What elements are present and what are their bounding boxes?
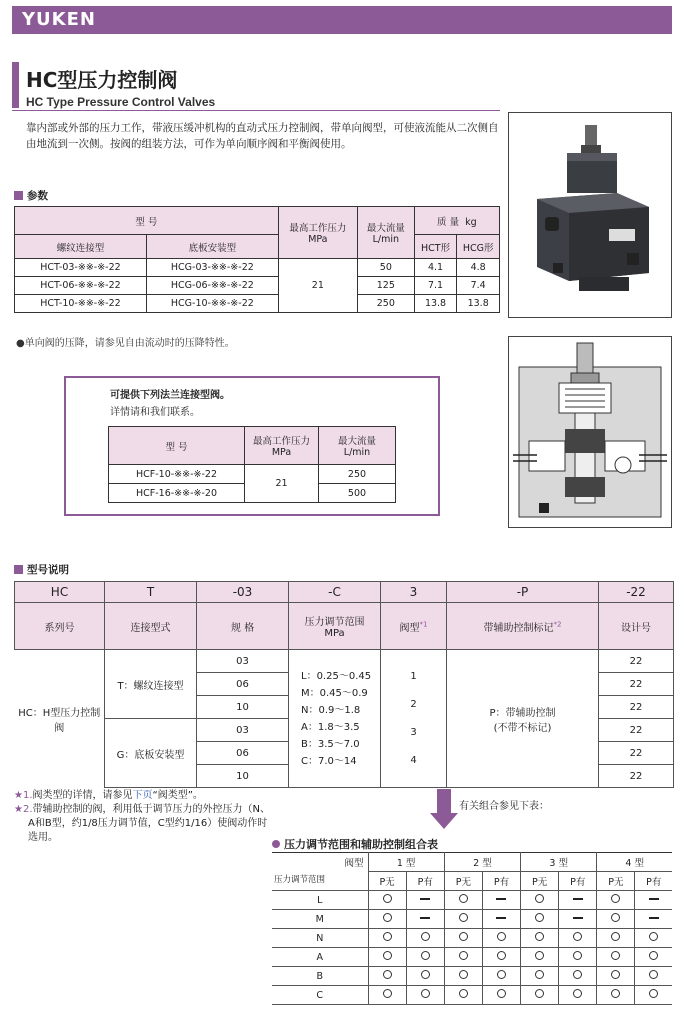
combo-cell-available xyxy=(444,948,482,967)
available-circle-icon xyxy=(459,894,468,903)
available-circle-icon xyxy=(573,989,582,998)
cell-hcg: HCG-06-※※-※-22 xyxy=(146,277,278,295)
table-row xyxy=(15,277,500,295)
combo-cell-available xyxy=(368,891,406,910)
available-circle-icon xyxy=(421,970,430,979)
available-circle-icon xyxy=(649,970,658,979)
next-page-link[interactable]: 下页 xyxy=(132,790,153,801)
available-circle-icon xyxy=(383,913,392,922)
combo-cell-available xyxy=(444,910,482,929)
down-arrow-head-icon xyxy=(430,813,458,829)
footnote-1: ★1.阀类型的详情，请参见下页“阀类型”。 xyxy=(14,790,203,801)
unavailable-dash-icon xyxy=(649,898,659,900)
combo-cell-unavailable xyxy=(406,910,444,929)
available-circle-icon xyxy=(383,932,392,941)
cell-hct: HCT-06-※※-※-22 xyxy=(15,277,147,295)
available-circle-icon xyxy=(535,951,544,960)
available-circle-icon xyxy=(421,932,430,941)
combo-cell-available xyxy=(559,929,597,948)
valve-type-list: 1 2 3 4 xyxy=(381,650,447,788)
available-circle-icon xyxy=(497,951,506,960)
combo-range: A xyxy=(272,948,368,967)
label-size: 规 格 xyxy=(197,603,289,650)
design-cell: 22 xyxy=(599,742,674,765)
label-design: 设计号 xyxy=(599,603,674,650)
size-cell: 03 xyxy=(197,650,289,673)
combo-sub: P无 xyxy=(444,872,482,891)
conn-g-desc: G：底板安装型 xyxy=(105,719,197,788)
params-section-title xyxy=(14,188,48,203)
unavailable-dash-icon xyxy=(420,898,430,900)
design-cell: 22 xyxy=(599,719,674,742)
cell-flow: 50 xyxy=(357,259,414,277)
th-flange-model: 型 号 xyxy=(109,427,245,465)
combo-cell-available xyxy=(444,967,482,986)
combo-cell-available xyxy=(482,967,520,986)
combo-cell-available xyxy=(444,891,482,910)
available-circle-icon xyxy=(611,951,620,960)
combo-cell-available xyxy=(406,967,444,986)
brand-logo: YUKEN xyxy=(22,9,96,30)
available-circle-icon xyxy=(459,932,468,941)
combo-cell-available xyxy=(406,986,444,1005)
combo-cell-available xyxy=(521,891,559,910)
combo-title: 压力调节范围和辅助控制组合表 xyxy=(272,836,438,852)
combo-cell-available xyxy=(597,929,635,948)
combo-cell-available xyxy=(635,986,672,1005)
combo-cell-available xyxy=(597,948,635,967)
label-connection: 连接型式 xyxy=(105,603,197,650)
combo-cell-available xyxy=(635,967,672,986)
combo-cell-available xyxy=(444,929,482,948)
cell-hct: HCT-10-※※-※-22 xyxy=(15,295,147,313)
label-series: 系列号 xyxy=(15,603,105,650)
combo-cell-unavailable xyxy=(406,891,444,910)
valve-photo xyxy=(508,112,672,318)
available-circle-icon xyxy=(383,951,392,960)
cell-pressure: 21 xyxy=(278,259,357,313)
unavailable-dash-icon xyxy=(420,917,430,919)
table-row xyxy=(15,295,500,313)
code-size: -03 xyxy=(197,582,289,603)
title-divider xyxy=(12,110,500,111)
flange-table xyxy=(108,426,396,503)
available-circle-icon xyxy=(459,970,468,979)
design-cell: 22 xyxy=(599,765,674,788)
th-threaded: 螺纹连接型 xyxy=(15,235,147,259)
combo-range: N xyxy=(272,929,368,948)
available-circle-icon xyxy=(573,951,582,960)
th-model: 型 号 xyxy=(15,207,279,235)
cell-flow: 250 xyxy=(357,295,414,313)
combo-cell-available xyxy=(521,929,559,948)
unavailable-dash-icon xyxy=(649,917,659,919)
combo-cell-unavailable xyxy=(635,910,672,929)
combo-range: M xyxy=(272,910,368,929)
combo-cell-available xyxy=(368,948,406,967)
combo-cell-available xyxy=(559,967,597,986)
cell-mass-hct: 7.1 xyxy=(414,277,457,295)
combo-row xyxy=(272,948,672,967)
combo-cell-available xyxy=(482,929,520,948)
combo-cell-available xyxy=(521,948,559,967)
th-subplate: 底板安装型 xyxy=(146,235,278,259)
cell-flange-pressure: 21 xyxy=(245,465,319,503)
down-arrow-icon xyxy=(437,789,451,815)
cell-mass-hcg: 7.4 xyxy=(457,277,500,295)
unavailable-dash-icon xyxy=(496,898,506,900)
unavailable-dash-icon xyxy=(573,917,583,919)
cell-mass-hct: 13.8 xyxy=(414,295,457,313)
cell-hcg: HCG-10-※※-※-22 xyxy=(146,295,278,313)
combo-cell-available xyxy=(368,967,406,986)
unavailable-dash-icon xyxy=(496,917,506,919)
combo-cell-available xyxy=(559,948,597,967)
cell-mass-hcg: 4.8 xyxy=(457,259,500,277)
cell-flow: 125 xyxy=(357,277,414,295)
available-circle-icon xyxy=(383,970,392,979)
design-cell: 22 xyxy=(599,673,674,696)
cell-flange-flow: 250 xyxy=(319,465,396,484)
model-code-table xyxy=(14,581,674,788)
design-cell: 22 xyxy=(599,696,674,719)
available-circle-icon xyxy=(421,989,430,998)
th-flange-flow: 最大流量 L/min xyxy=(319,427,396,465)
table-row xyxy=(15,259,500,277)
combo-sub: P无 xyxy=(368,872,406,891)
th-hct: HCT形 xyxy=(414,235,457,259)
combo-type-3: 3 型 xyxy=(521,853,597,872)
cell-mass-hct: 4.1 xyxy=(414,259,457,277)
available-circle-icon xyxy=(383,894,392,903)
title-accent xyxy=(12,62,19,108)
available-circle-icon xyxy=(611,989,620,998)
intro-text: 靠内部或外部的压力工作，带液压缓冲机构的直动式压力控制阀，带单向阀型，可使液流能从二次侧自由地流到一次侧。按阀的组装方法，可作为单向顺序阀和平衡阀使用。 xyxy=(26,122,499,150)
series-desc: HC：H型压力控制阀 xyxy=(15,650,105,788)
size-cell: 10 xyxy=(197,765,289,788)
size-cell: 06 xyxy=(197,742,289,765)
design-cell: 22 xyxy=(599,650,674,673)
combo-cell-unavailable xyxy=(635,891,672,910)
page-title: HC型压力控制阀 xyxy=(26,68,178,92)
available-circle-icon xyxy=(421,951,430,960)
available-circle-icon xyxy=(573,970,582,979)
cell-flange-flow: 500 xyxy=(319,484,396,503)
section-square-icon xyxy=(14,565,23,574)
combo-cell-available xyxy=(482,948,520,967)
label-aux: 带辅助控制标记$^{*2}$ xyxy=(447,603,599,650)
combo-table xyxy=(272,852,672,1005)
unavailable-dash-icon xyxy=(573,898,583,900)
flange-subtitle: 详情请和我们联系。 xyxy=(110,407,200,418)
available-circle-icon xyxy=(611,932,620,941)
conn-t-desc: T：螺纹连接型 xyxy=(105,650,197,719)
combo-sub: P无 xyxy=(597,872,635,891)
available-circle-icon xyxy=(649,989,658,998)
model-section-label: 型号说明 xyxy=(27,564,69,576)
valve-section-drawing xyxy=(508,336,672,528)
combo-cell-available xyxy=(597,967,635,986)
available-circle-icon xyxy=(459,951,468,960)
cell-flange-model: HCF-10-※※-※-22 xyxy=(109,465,245,484)
th-mass: 质 量 kg xyxy=(414,207,499,235)
footnotes xyxy=(14,789,274,845)
range-list: L：0.25～0.45 M：0.45～0.9 N：0.9～1.8 A：1.8～3.5 B：3.5～7.0 C：7.0～14 xyxy=(289,650,381,788)
available-circle-icon xyxy=(535,913,544,922)
available-circle-icon xyxy=(497,932,506,941)
available-circle-icon xyxy=(535,932,544,941)
model-section-title xyxy=(14,562,69,577)
combo-cell-available xyxy=(444,986,482,1005)
combo-cell-available xyxy=(597,986,635,1005)
combo-cell-unavailable xyxy=(482,910,520,929)
combo-cell-available xyxy=(368,910,406,929)
code-pressure: -C xyxy=(289,582,381,603)
combo-type-1: 1 型 xyxy=(368,853,444,872)
combo-cell-available xyxy=(482,986,520,1005)
code-design: -22 xyxy=(599,582,674,603)
available-circle-icon xyxy=(535,970,544,979)
combo-row xyxy=(272,986,672,1005)
combo-sub: P有 xyxy=(482,872,520,891)
params-table xyxy=(14,206,500,313)
page-subtitle: HC Type Pressure Control Valves xyxy=(26,95,216,109)
combo-cell-available xyxy=(368,986,406,1005)
params-note: ●单向阀的压降，请参见自由流动时的压降特性。 xyxy=(16,338,235,349)
flange-title: 可提供下列法兰连接型阀。 xyxy=(110,390,230,401)
combo-cell-available xyxy=(521,986,559,1005)
combo-sub: P有 xyxy=(406,872,444,891)
code-valve-type: 3 xyxy=(381,582,447,603)
combo-note: 有关组合参见下表： xyxy=(459,801,549,812)
cell-flange-model: HCF-16-※※-※-20 xyxy=(109,484,245,503)
available-circle-icon xyxy=(497,970,506,979)
aux-desc: P：带辅助控制 (不带不标记) xyxy=(447,650,599,788)
combo-cell-available xyxy=(597,891,635,910)
bullet-icon xyxy=(272,840,280,848)
code-aux: -P xyxy=(447,582,599,603)
combo-range: B xyxy=(272,967,368,986)
combo-corner: 阀型 压力调节范围 xyxy=(272,853,368,891)
label-valve-type: 阀型$^{*1}$ xyxy=(381,603,447,650)
combo-cell-available xyxy=(635,948,672,967)
combo-cell-available xyxy=(559,986,597,1005)
combo-cell-available xyxy=(368,929,406,948)
label-pressure: 压力调节范围 MPa xyxy=(289,603,381,650)
combo-range: L xyxy=(272,891,368,910)
section-square-icon xyxy=(14,191,23,200)
header-bar xyxy=(12,6,672,34)
available-circle-icon xyxy=(649,932,658,941)
th-flange-pressure: 最高工作压力 MPa xyxy=(245,427,319,465)
combo-cell-available xyxy=(406,948,444,967)
cell-hct: HCT-03-※※-※-22 xyxy=(15,259,147,277)
combo-range: C xyxy=(272,986,368,1005)
combo-type-2: 2 型 xyxy=(444,853,520,872)
combo-cell-unavailable xyxy=(559,891,597,910)
code-series: HC xyxy=(15,582,105,603)
params-section-label: 参数 xyxy=(27,190,48,202)
available-circle-icon xyxy=(383,989,392,998)
combo-cell-available xyxy=(597,910,635,929)
table-row xyxy=(109,465,396,484)
code-connection: T xyxy=(105,582,197,603)
combo-cell-unavailable xyxy=(559,910,597,929)
combo-row xyxy=(272,910,672,929)
combo-row xyxy=(272,929,672,948)
available-circle-icon xyxy=(611,894,620,903)
combo-cell-available xyxy=(406,929,444,948)
footnote-2: ★2.带辅助控制的阀，利用低于调节压力的外控压力（N、A和B型，约1/8压力调节值，C型约1/16）使阀动作时选用。 xyxy=(14,804,270,843)
combo-cell-available xyxy=(521,967,559,986)
cell-mass-hcg: 13.8 xyxy=(457,295,500,313)
available-circle-icon xyxy=(459,913,468,922)
available-circle-icon xyxy=(535,989,544,998)
combo-sub: P有 xyxy=(635,872,672,891)
available-circle-icon xyxy=(573,932,582,941)
available-circle-icon xyxy=(459,989,468,998)
combo-row xyxy=(272,891,672,910)
th-flow: 最大流量 L/min xyxy=(357,207,414,259)
combo-row xyxy=(272,967,672,986)
available-circle-icon xyxy=(611,970,620,979)
size-cell: 06 xyxy=(197,673,289,696)
size-cell: 10 xyxy=(197,696,289,719)
combo-cell-available xyxy=(521,910,559,929)
combo-sub: P有 xyxy=(559,872,597,891)
available-circle-icon xyxy=(611,913,620,922)
combo-type-4: 4 型 xyxy=(597,853,672,872)
th-hcg: HCG形 xyxy=(457,235,500,259)
available-circle-icon xyxy=(497,989,506,998)
combo-cell-unavailable xyxy=(482,891,520,910)
available-circle-icon xyxy=(649,951,658,960)
combo-cell-available xyxy=(635,929,672,948)
available-circle-icon xyxy=(535,894,544,903)
combo-sub: P无 xyxy=(521,872,559,891)
th-pressure: 最高工作压力 MPa xyxy=(278,207,357,259)
size-cell: 03 xyxy=(197,719,289,742)
cell-hcg: HCG-03-※※-※-22 xyxy=(146,259,278,277)
